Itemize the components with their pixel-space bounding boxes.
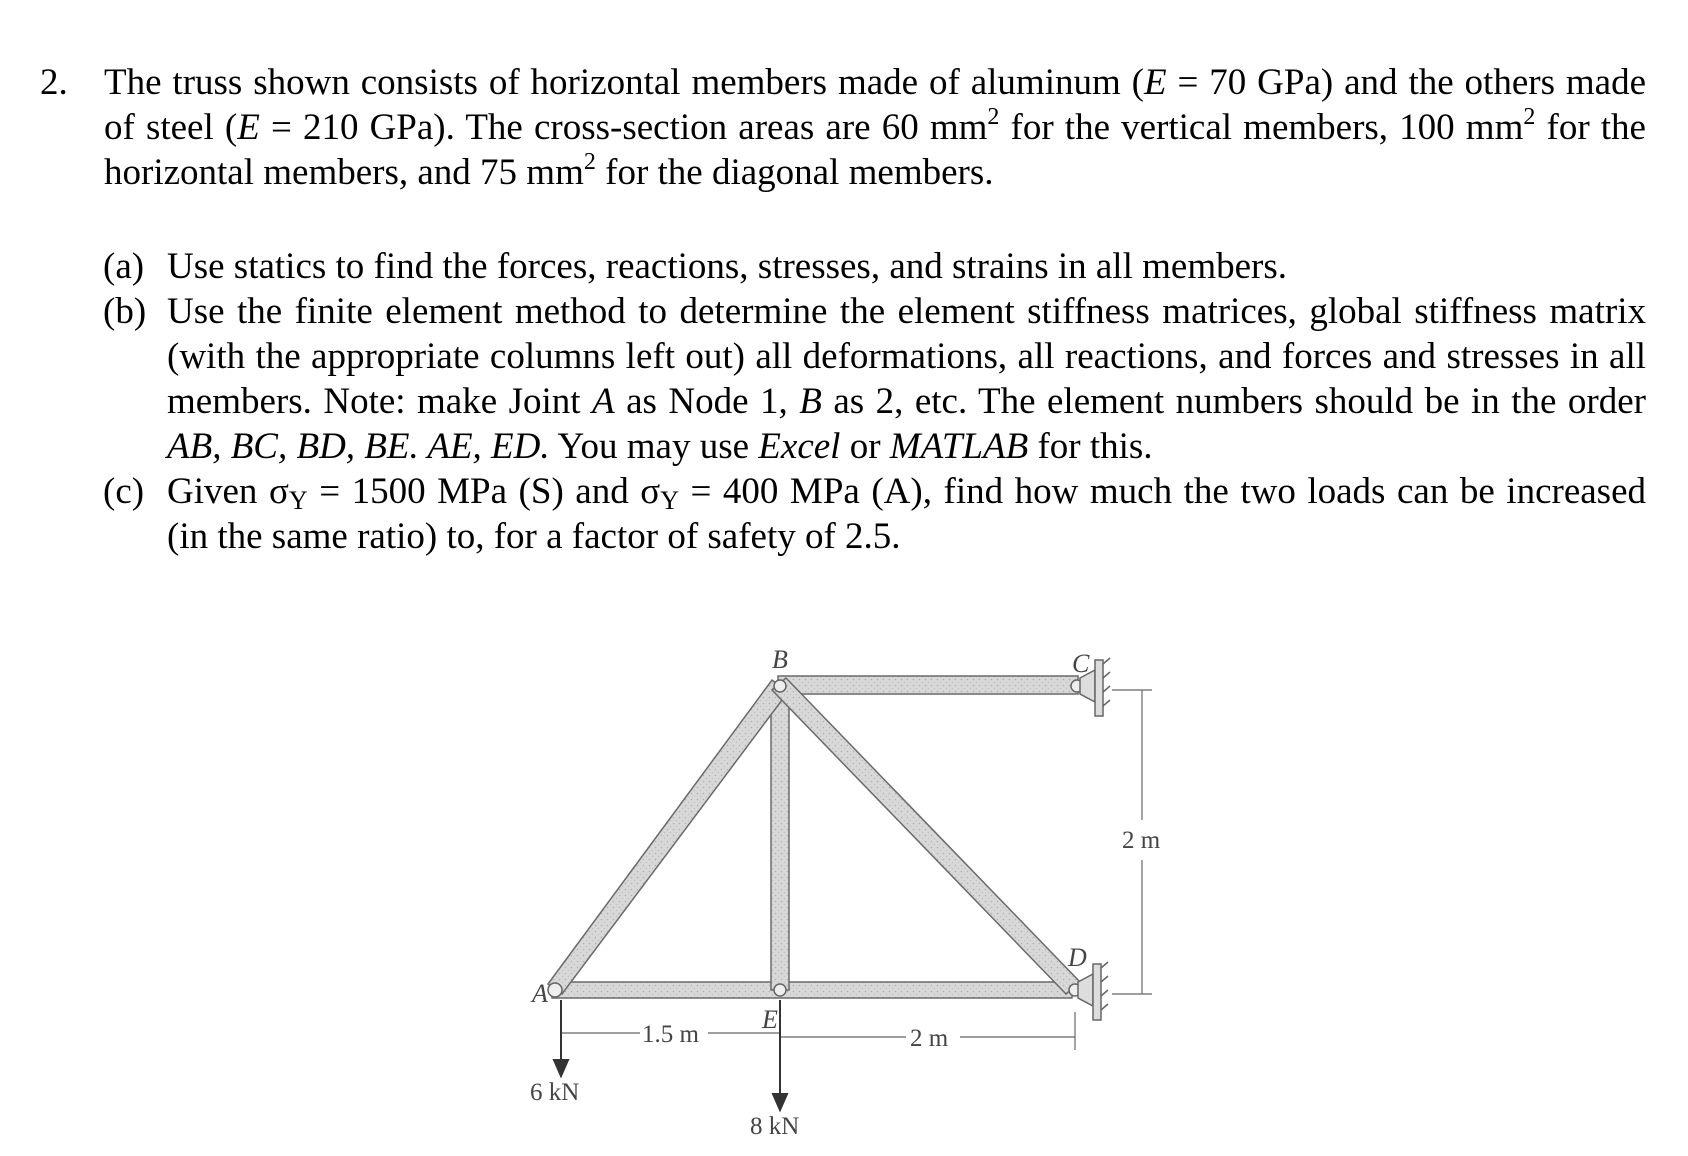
label-joint-e: E xyxy=(762,1005,778,1034)
statement-text: = 70 GPa) and the others made of steel ( xyxy=(104,62,1646,148)
part-b-text: for this. xyxy=(1028,426,1153,467)
subscript: Y xyxy=(660,486,679,515)
statement-text: The truss shown consists of horizontal members made of aluminum ( xyxy=(104,62,1144,103)
element-order: AB, BC, BD, BE. AE, ED. xyxy=(167,426,550,467)
member-be xyxy=(771,684,789,990)
superscript: 2 xyxy=(1523,103,1536,130)
member-bc xyxy=(778,676,1078,694)
dimension-span xyxy=(561,1012,1075,1050)
part-c-text: Given σ xyxy=(167,471,289,512)
part-b-text: as Node 1, xyxy=(614,381,800,422)
statement-text: for the horizontal members, and 75 mm xyxy=(104,107,1646,193)
member-ab xyxy=(548,680,788,994)
modulus-symbol: E xyxy=(1144,62,1167,103)
joint-ref: B xyxy=(799,381,822,422)
joint-e-pin xyxy=(774,984,786,996)
joint-ref: A xyxy=(592,381,615,422)
label-dim-height: 2 m xyxy=(1122,827,1161,854)
part-b-text: Use the finite element method to determine the element stiffness matrices, global stiffness matrix (with the appropriate columns left out) all deformations, all reactions, and forces and stresses in all members. Note: make Joint xyxy=(167,291,1646,422)
part-b-label: (b) xyxy=(103,291,147,332)
label-dim-ae: 1.5 m xyxy=(642,1021,699,1048)
load-arrow-a xyxy=(554,1000,568,1076)
part-a-label: (a) xyxy=(103,246,145,287)
joint-b-pin xyxy=(774,680,786,692)
software-matlab: MATLAB xyxy=(889,426,1029,467)
superscript: 2 xyxy=(583,148,596,175)
problem-number: 2. xyxy=(40,62,68,103)
part-b-text: as 2, etc. The element numbers should be in the order xyxy=(821,381,1646,422)
part-c-text: = 1500 MPa (S) and σ xyxy=(307,471,661,512)
joint-a-pin xyxy=(548,983,562,997)
subscript: Y xyxy=(288,486,308,515)
member-bd xyxy=(772,678,1080,994)
label-joint-c: C xyxy=(1072,649,1090,678)
statement-text: for the diagonal members. xyxy=(595,152,994,193)
modulus-symbol: E xyxy=(237,107,260,148)
member-ae xyxy=(552,982,1072,998)
label-dim-ed: 2 m xyxy=(910,1025,949,1052)
part-b-text: You may use xyxy=(549,426,759,467)
superscript: 2 xyxy=(987,103,1000,130)
part-c-text: = 400 MPa (A), find how much the two loads can be increased (in the same ratio) to, for a factor of safety of 2.5. xyxy=(167,471,1646,557)
label-joint-a: A xyxy=(532,979,548,1008)
part-a-text: Use statics to find the forces, reactions, stresses, and strains in all members. xyxy=(167,246,1287,287)
label-joint-d: D xyxy=(1068,943,1087,972)
part-b-text: or xyxy=(840,426,890,467)
label-load-a: 6 kN xyxy=(530,1079,580,1106)
statement-text: = 210 GPa). The cross-section areas are 60 mm xyxy=(259,107,988,148)
software-excel: Excel xyxy=(758,426,841,467)
part-c-label: (c) xyxy=(103,471,145,512)
label-load-e: 8 kN xyxy=(750,1113,800,1140)
label-joint-b: B xyxy=(772,645,788,674)
statement-text: for the vertical members, 100 mm xyxy=(999,107,1524,148)
